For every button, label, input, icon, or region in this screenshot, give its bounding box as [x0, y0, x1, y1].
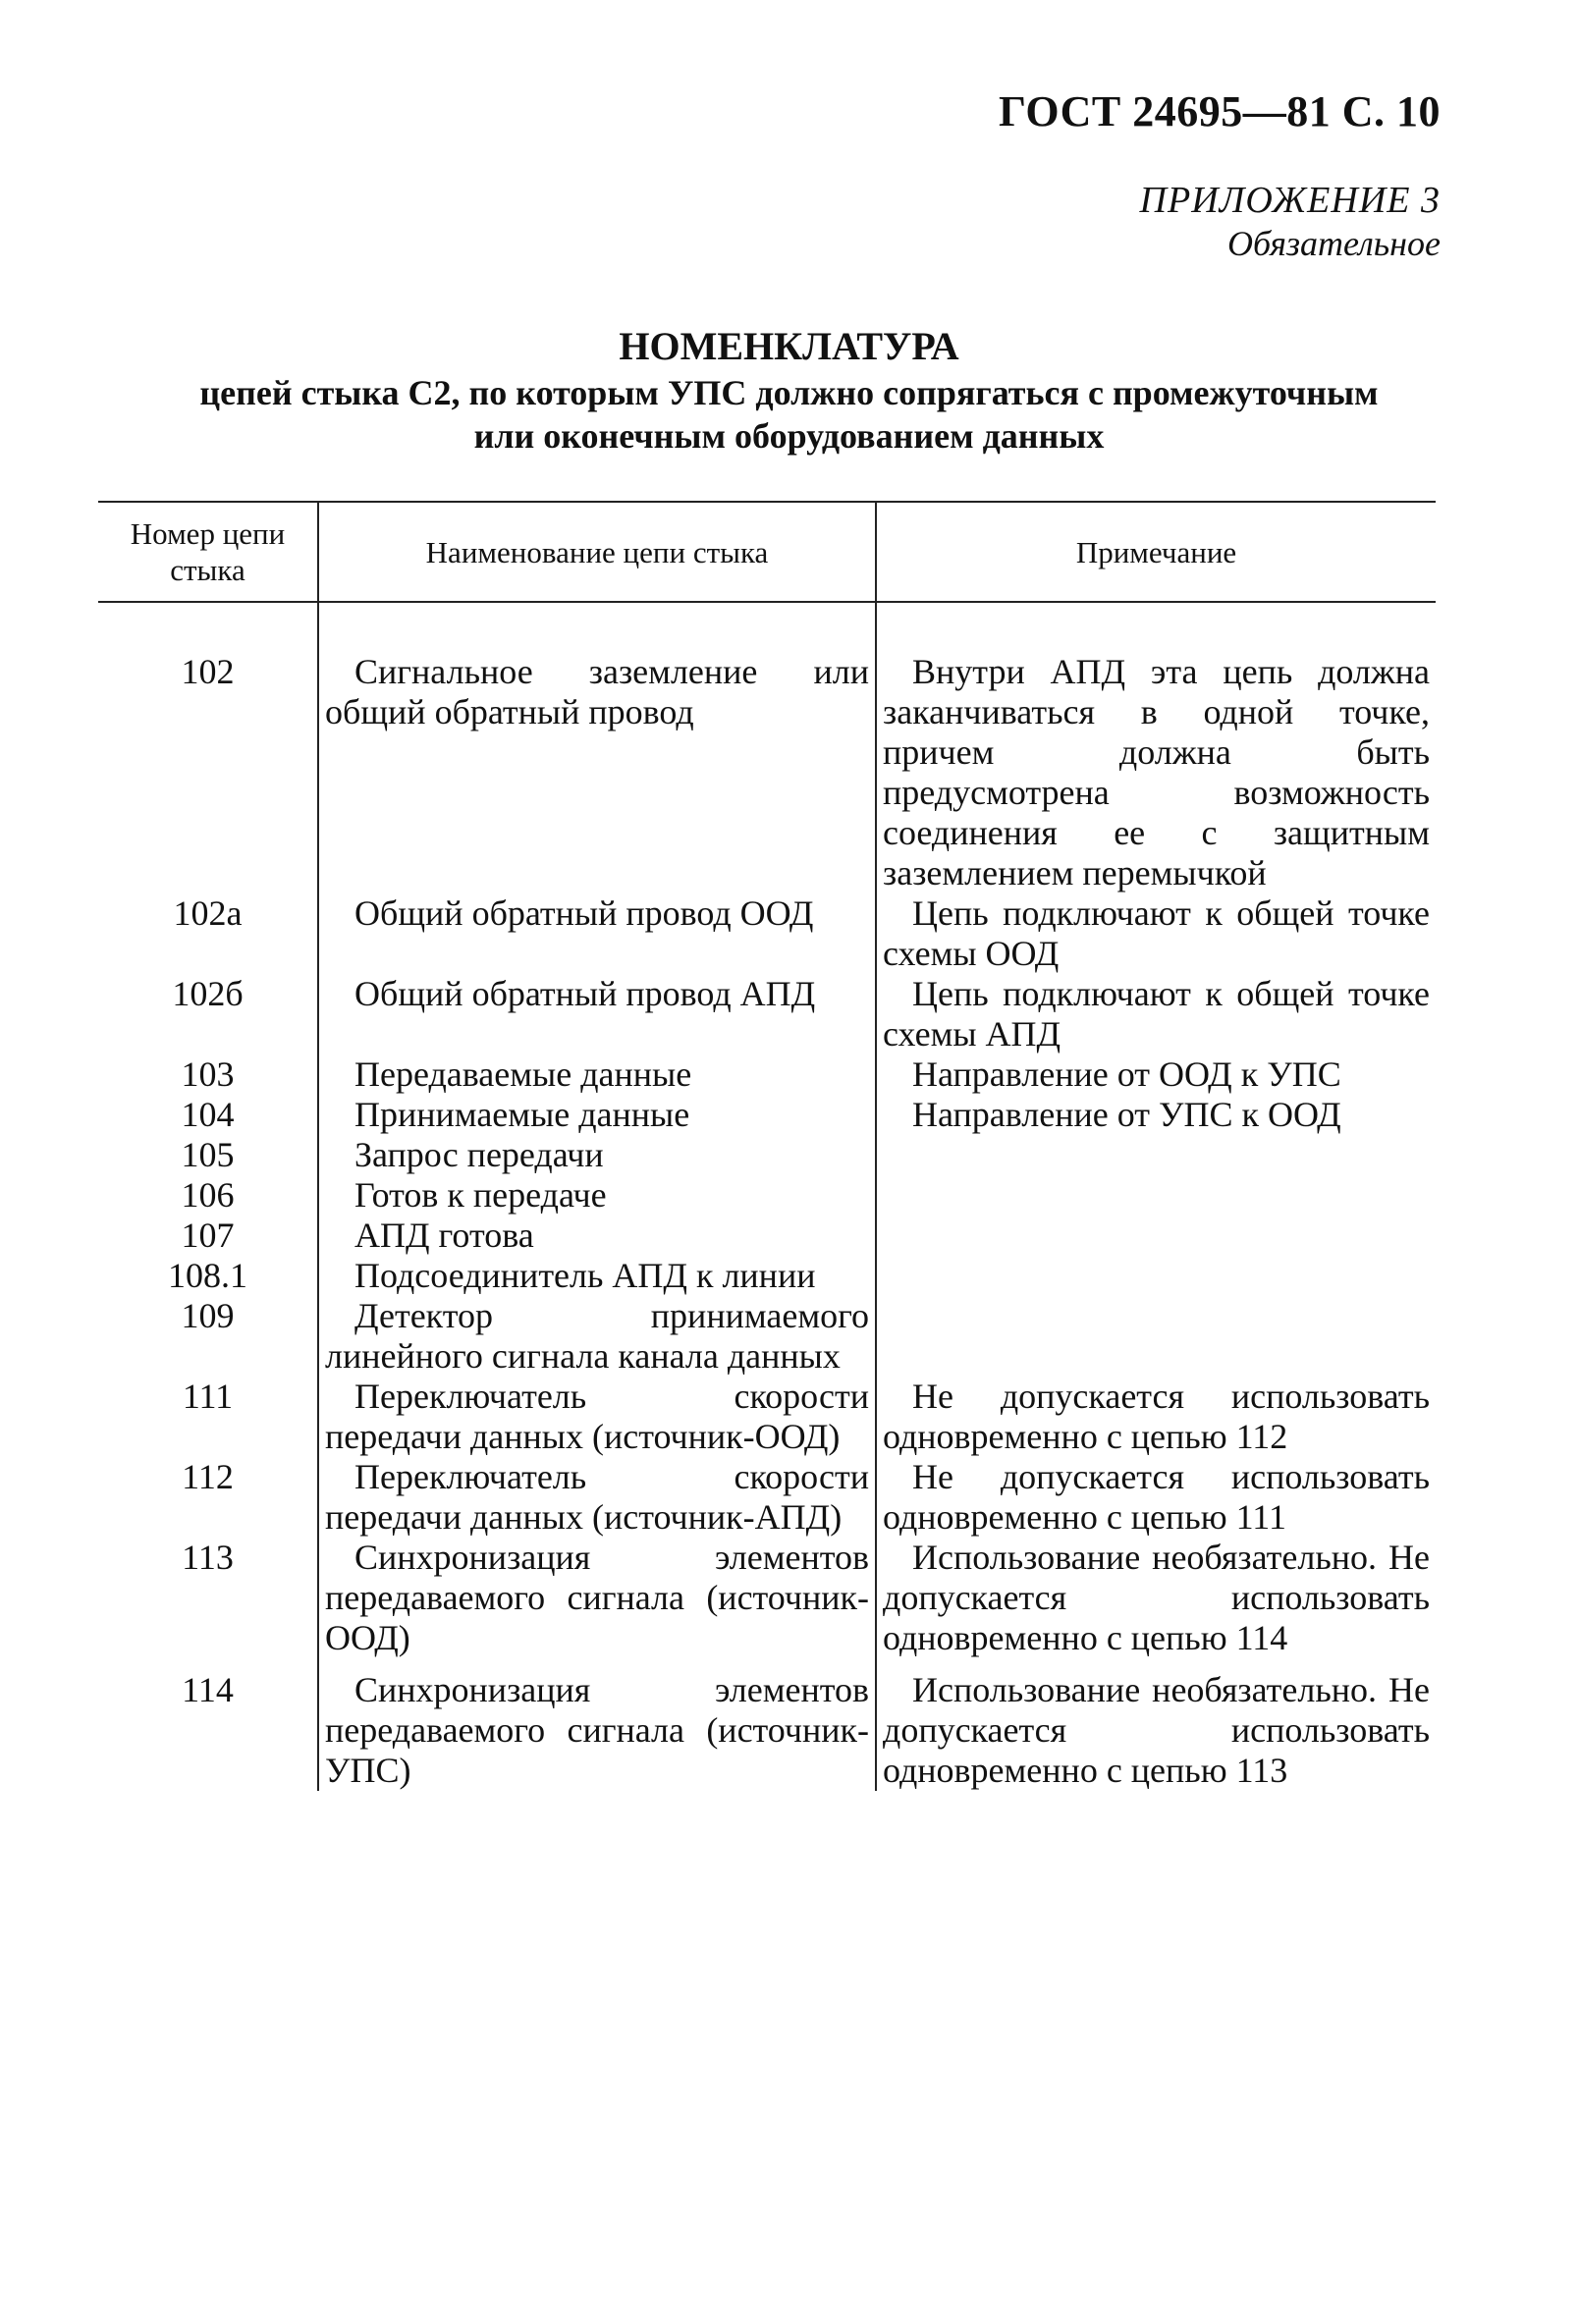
- circuit-name: Переключатель скорости передачи данных (источник-ООД): [318, 1377, 876, 1457]
- circuit-note: [876, 1216, 1436, 1256]
- circuit-name: Синхронизация элементов передаваемого сигнала (источник-ООД): [318, 1538, 876, 1658]
- circuits-table: [98, 501, 1436, 1791]
- circuit-note: Использование необязательно. Не допускается использовать одновременно с цепью 114: [876, 1538, 1436, 1658]
- circuit-note: [876, 1175, 1436, 1216]
- table-header-row: [98, 502, 1436, 602]
- circuit-name: АПД готова: [318, 1216, 876, 1256]
- table-row: [98, 1457, 1436, 1538]
- circuit-number: 109: [181, 1296, 235, 1335]
- circuit-number: 103: [181, 1054, 235, 1094]
- column-header-name: Наименование цепи стыка: [318, 502, 876, 602]
- circuit-name: Переключатель скорости передачи данных (источник-АПД): [318, 1457, 876, 1538]
- circuit-name: Передаваемые данные: [318, 1054, 876, 1095]
- annex-block: [1140, 179, 1441, 265]
- circuit-number: 112: [182, 1457, 234, 1496]
- circuit-name: Принимаемые данные: [318, 1095, 876, 1135]
- table-row: [98, 1256, 1436, 1296]
- circuit-number: 102б: [172, 974, 244, 1013]
- circuit-name: Запрос передачи: [318, 1135, 876, 1175]
- circuit-note: Использование необязательно. Не допускается использовать одновременно с цепью 113: [876, 1658, 1436, 1791]
- circuit-note: Цепь подключают к общей точке схемы ООД: [876, 893, 1436, 974]
- table-row: [98, 1658, 1436, 1791]
- circuit-name: Детектор принимаемого линейного сигнала канала данных: [318, 1296, 876, 1377]
- circuit-number: 102: [181, 652, 235, 691]
- annex-title: ПРИЛОЖЕНИЕ 3: [1139, 180, 1441, 221]
- circuit-number: 108.1: [168, 1256, 247, 1295]
- circuit-number: 102а: [173, 893, 243, 933]
- column-header-note: Примечание: [876, 502, 1436, 602]
- circuit-number: 107: [181, 1216, 235, 1255]
- circuit-number: 114: [182, 1670, 234, 1709]
- circuit-note: [876, 1296, 1436, 1377]
- table-row: [98, 1054, 1436, 1095]
- annex-status: Обязательное: [1227, 224, 1441, 263]
- column-header-number: Номер цепи стыка: [98, 502, 318, 602]
- circuit-number: 104: [181, 1095, 235, 1134]
- table-row: [98, 602, 1436, 893]
- circuit-name: Синхронизация элементов передаваемого сигнала (источник-УПС): [318, 1658, 876, 1791]
- table-row: [98, 1095, 1436, 1135]
- circuit-number: 113: [182, 1538, 234, 1577]
- circuit-name: Общий обратный провод АПД: [318, 974, 876, 1054]
- circuit-note: Направление от УПС к ООД: [876, 1095, 1436, 1135]
- table-row: [98, 1135, 1436, 1175]
- title-main: НОМЕНКЛАТУРА: [619, 324, 959, 368]
- table-row: [98, 1175, 1436, 1216]
- circuit-number: 105: [181, 1135, 235, 1174]
- title-subtitle-line-2: или оконечным оборудованием данных: [473, 416, 1105, 456]
- table-row: [98, 1296, 1436, 1377]
- circuit-note: Цепь подключают к общей точке схемы АПД: [876, 974, 1436, 1054]
- circuit-number: 106: [181, 1175, 235, 1215]
- circuit-note: [876, 1256, 1436, 1296]
- table-row: [98, 1216, 1436, 1256]
- table-row: [98, 974, 1436, 1054]
- circuit-name: Подсоединитель АПД к линии: [318, 1256, 876, 1296]
- circuit-name: Сигнальное заземление или общий обратный провод: [318, 602, 876, 893]
- circuit-name: Общий обратный провод ООД: [318, 893, 876, 974]
- table-row: [98, 1377, 1436, 1457]
- circuit-note: Направление от ООД к УПС: [876, 1054, 1436, 1095]
- circuit-name: Готов к передаче: [318, 1175, 876, 1216]
- circuit-note: [876, 1135, 1436, 1175]
- table-row: [98, 893, 1436, 974]
- circuit-number: 111: [182, 1377, 234, 1416]
- document-title: [0, 322, 1578, 458]
- circuit-note: Не допускается использовать одновременно с цепью 112: [876, 1377, 1436, 1457]
- circuit-note: Не допускается использовать одновременно с цепью 111: [876, 1457, 1436, 1538]
- title-subtitle-line-1: цепей стыка С2, по которым УПС должно сопрягаться с промежуточным: [199, 373, 1379, 412]
- table-row: [98, 1538, 1436, 1658]
- circuit-note: Внутри АПД эта цепь должна заканчиваться в одной точке, причем должна быть предусмотрена возможность соединения ее с защитным заземлением перемычкой: [876, 602, 1436, 893]
- document-code: ГОСТ 24695—81 С. 10: [998, 87, 1441, 135]
